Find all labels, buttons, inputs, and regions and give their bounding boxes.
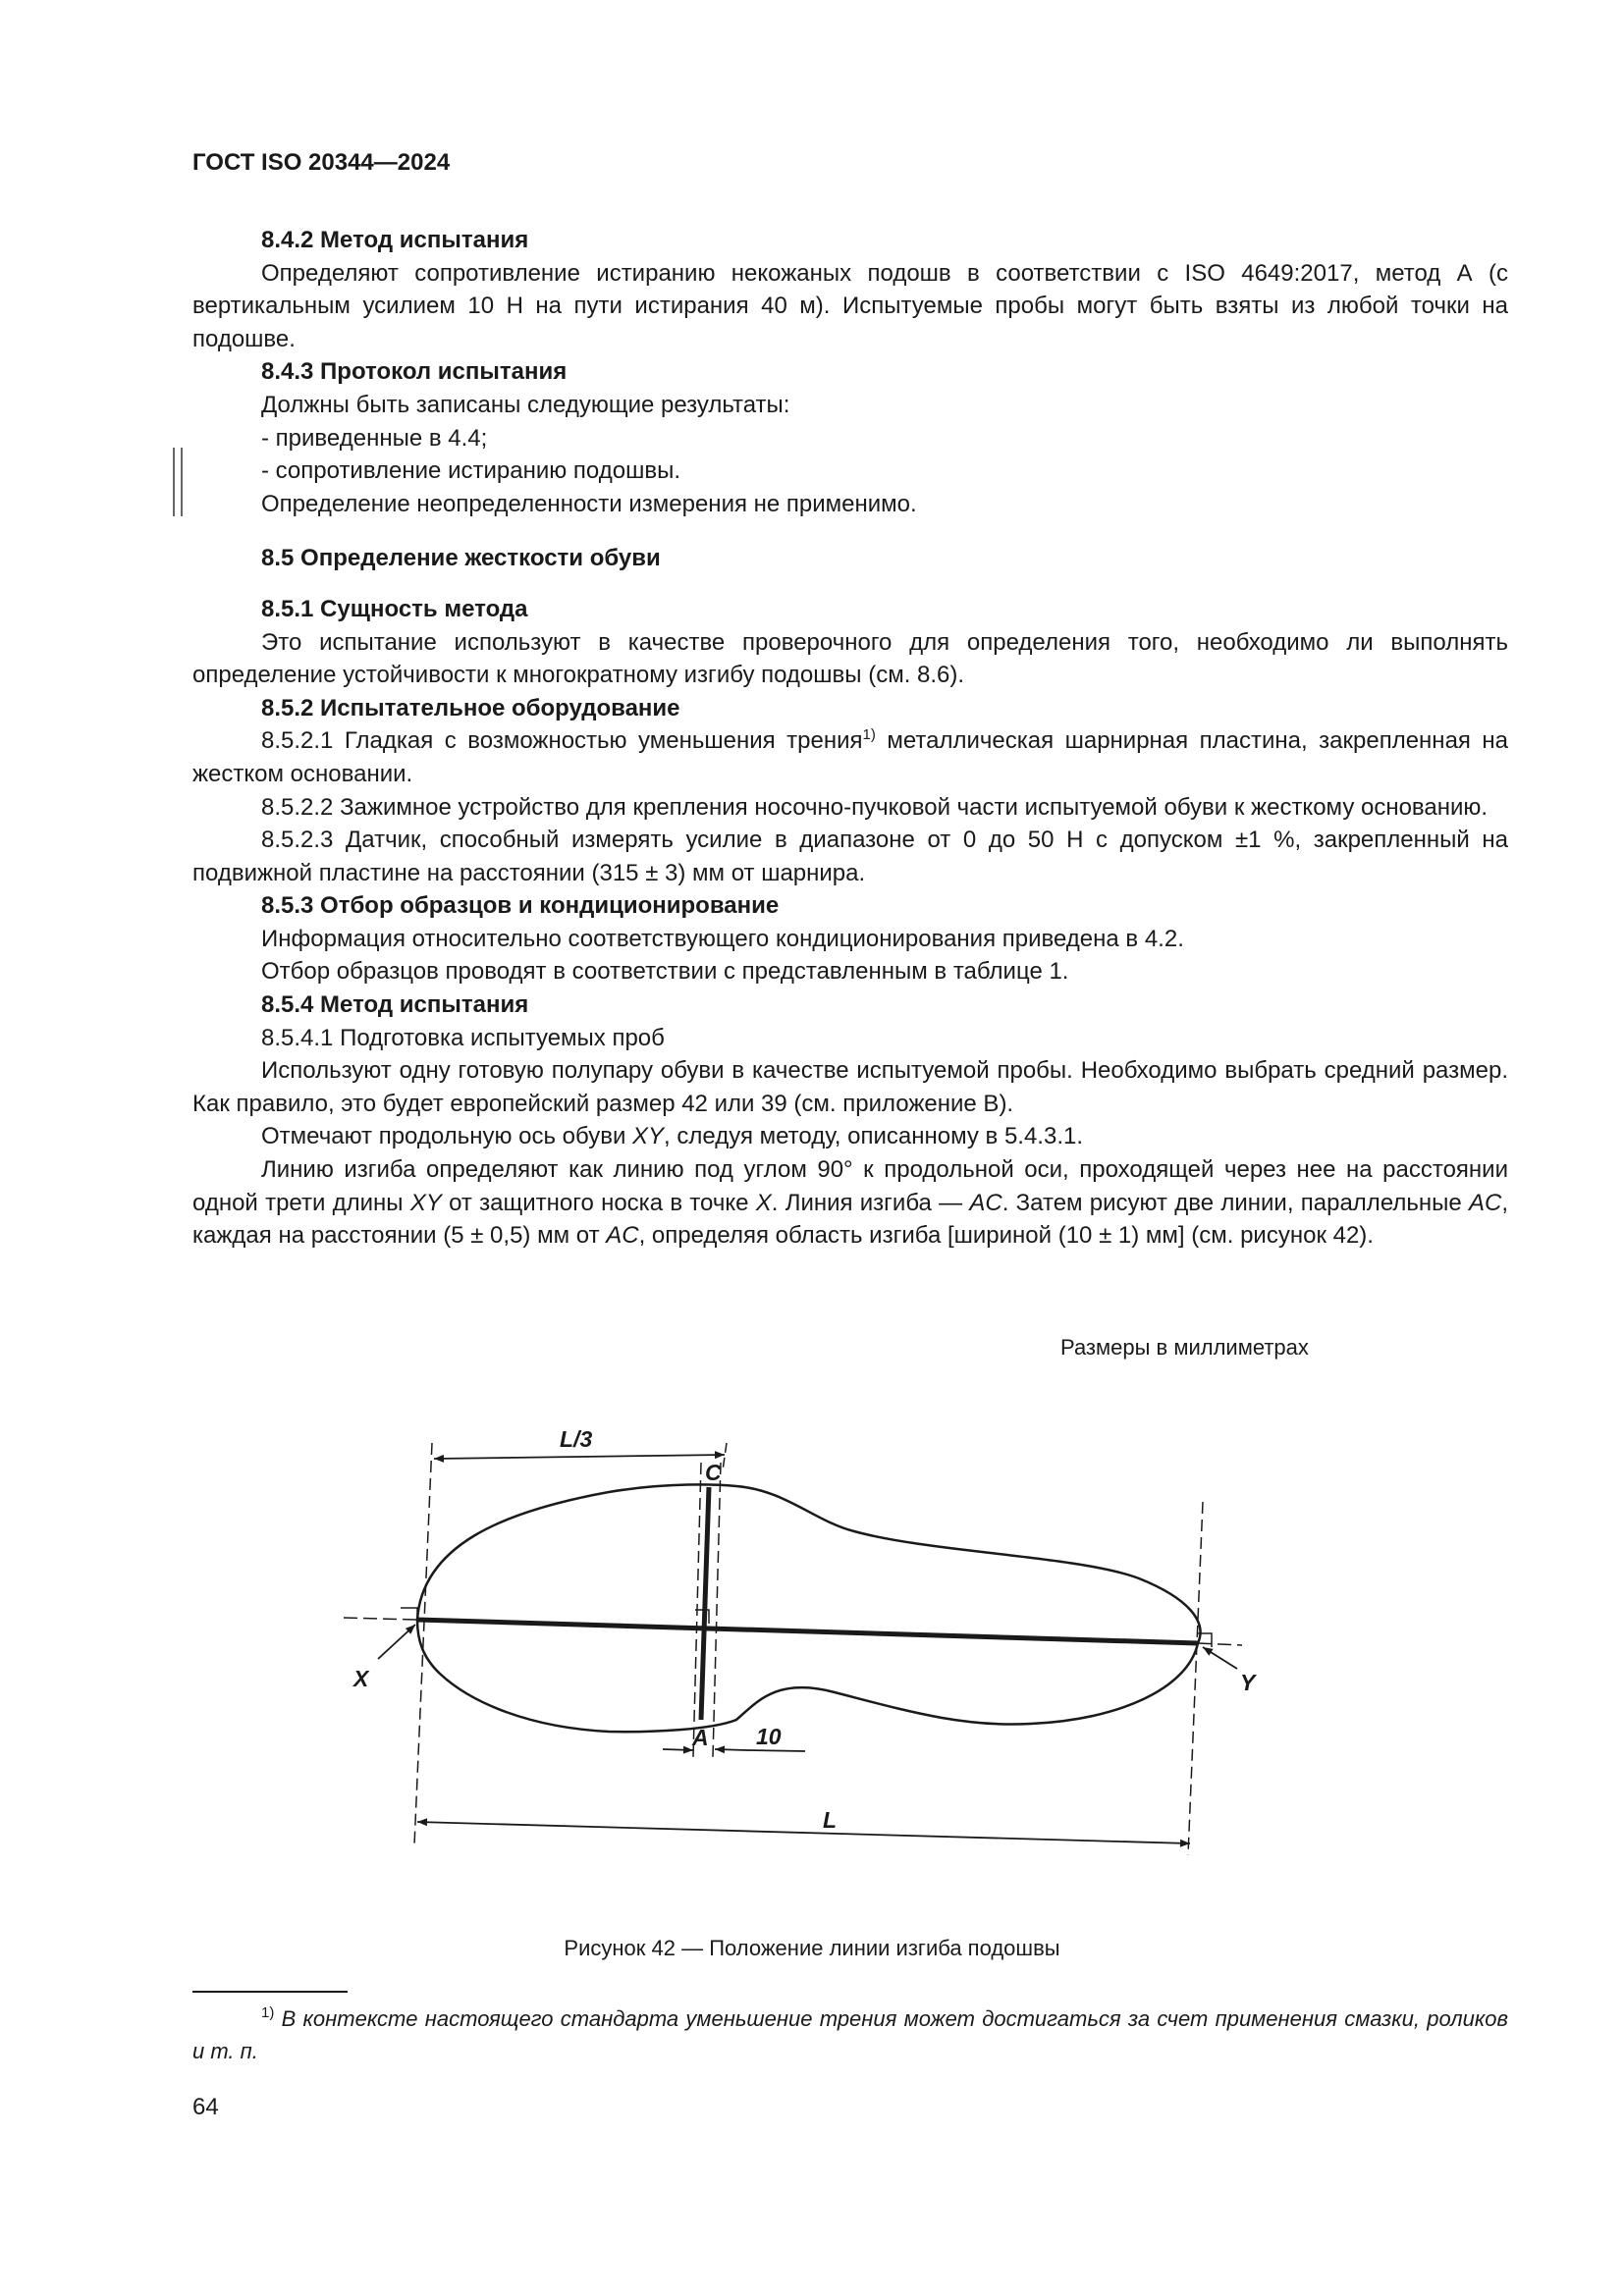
dimension-l	[417, 1822, 1190, 1843]
text-run: . Затем рисуют две линии, параллельные	[1001, 1189, 1469, 1216]
bend-line-ac	[701, 1487, 709, 1720]
leader-y	[1203, 1647, 1237, 1669]
dimension-10-right-arrow	[715, 1749, 746, 1750]
section-8-5-3-title: 8.5.3 Отбор образцов и кондиционирование	[261, 892, 780, 920]
text-run: , каждая на расстоянии (5 ± 0,5) мм от	[192, 1189, 1508, 1250]
section-8-4-3-item: - приведенные в 4.4;	[261, 424, 488, 452]
axis-extension-left	[344, 1618, 417, 1620]
text-run: Отмечают продольную ось обуви	[261, 1123, 633, 1150]
text-run: от защитного носка в точке	[441, 1189, 756, 1216]
section-8-5-2-1-text	[192, 724, 1508, 790]
text-run: . Линия изгиба —	[771, 1189, 970, 1216]
text-run-italic: XY	[632, 1123, 665, 1150]
section-8-4-2-title: 8.4.2 Метод испытания	[261, 227, 529, 253]
section-8-5-2-3-text: 8.5.2.3 Датчик, способный измерять усилие в диапазоне от 0 до 50 Н с допуском ±1 %, закрепленный на подвижной пластине на расстоянии (315 ± 3) мм от шарнира.	[192, 827, 1508, 886]
axis-xy	[417, 1620, 1198, 1643]
axis-extension-right	[1198, 1643, 1242, 1645]
extension-line-x	[414, 1443, 432, 1845]
text-run: Линию изгиба определяют как линию под углом 90° к продольной оси, проходящей через нее на расстоянии одной трети длины	[192, 1156, 1508, 1216]
text-run-italic: AC	[606, 1222, 639, 1250]
label-10: 10	[756, 1724, 782, 1749]
sole-outline	[417, 1484, 1201, 1732]
section-8-4-3-line: Должны быть записаны следующие результаты:	[261, 391, 790, 418]
figure-caption: Рисунок 42 — Положение линии изгиба подошвы	[564, 1936, 1060, 1960]
section-8-4-3-title: 8.4.3 Протокол испытания	[261, 358, 568, 386]
footnote-separator	[192, 1991, 348, 1993]
figure-units-note: Размеры в миллиметрах	[1060, 1335, 1309, 1360]
section-8-4-2-text: Определяют сопротивление истиранию некожаных подошв в соответствии с ISO 4649:2017, метод А (с вертикальным усилием 10 Н на пути истирания 40 м). Испытуемые пробы могут быть взяты из любой точки на подошве.	[192, 259, 1508, 352]
section-8-5-4-1-para	[192, 1120, 1508, 1153]
label-y: Y	[1240, 1670, 1256, 1695]
change-bar	[173, 448, 183, 516]
text-run: 8.5.2.1 Гладкая с возможностью уменьшения трения	[261, 727, 863, 755]
section-8-4-3-item: - сопротивление истиранию подошвы.	[261, 457, 680, 485]
section-8-5-1-text: Это испытание используют в качестве проверочного для определения того, необходимо ли выполнять определение устойчивости к многократному изгибу подошвы (см. 8.6).	[192, 628, 1508, 689]
main-text	[192, 224, 1508, 1253]
text-run-italic: X	[755, 1189, 772, 1216]
section-8-4-3-line: Определение неопределенности измерения не применимо.	[261, 490, 917, 517]
dimension-10-leader	[746, 1750, 805, 1751]
extension-line-l3	[723, 1443, 727, 1470]
text-run: , определяя область изгиба [шириной (10 ± 1) мм] (см. рисунок 42).	[638, 1222, 1374, 1250]
section-8-5-1-title: 8.5.1 Сущность метода	[261, 595, 528, 622]
section-8-5-3-line: Отбор образцов проводят в соответствии с представленным в таблице 1.	[261, 958, 1069, 986]
extension-line-y	[1188, 1502, 1203, 1855]
label-x: X	[353, 1666, 369, 1691]
footnote-marker: 1)	[261, 2004, 275, 2021]
dimension-l3	[434, 1455, 725, 1459]
text-run-italic: AC	[969, 1189, 1002, 1216]
footnote-ref: 1)	[862, 726, 876, 744]
footnote-text: В контексте настоящего стандарта уменьшение трения может достигаться за счет применения смазки, роликов и т. п.	[192, 2006, 1508, 2063]
label-c: C	[705, 1460, 722, 1485]
text-run: , следуя методу, описанному в 5.4.3.1.	[664, 1123, 1084, 1150]
section-8-5-4-title: 8.5.4 Метод испытания	[261, 991, 529, 1019]
text-run: металлическая шарнирная пластина, закрепленная на жестком основании.	[192, 727, 1509, 787]
label-l3: L/3	[560, 1426, 593, 1452]
label-a: A	[692, 1725, 709, 1750]
section-8-5-4-1-para: Используют одну готовую полупару обуви в качестве испытуемой пробы. Необходимо выбрать средний размер. Как правило, это будет европейский размер 42 или 39 (см. приложение В).	[192, 1057, 1508, 1117]
section-8-5-4-1-para	[192, 1153, 1508, 1253]
label-l: L	[823, 1807, 838, 1833]
page-number: 64	[192, 2094, 219, 2120]
section-8-5-2-title: 8.5.2 Испытательное оборудование	[261, 694, 680, 721]
section-8-5-3-line: Информация относительно соответствующего кондиционирования приведена в 4.2.	[261, 925, 1184, 952]
text-run-italic: XY	[409, 1189, 442, 1216]
section-8-5-title: 8.5 Определение жесткости обуви	[261, 545, 661, 572]
sole-bending-diagram	[324, 1364, 1384, 1924]
dimension-10-left-arrow	[663, 1749, 693, 1750]
section-8-5-2-2-text: 8.5.2.2 Зажимное устройство для крепления носочно-пучковой части испытуемой обуви к жесткому основанию.	[261, 793, 1489, 821]
footnote	[192, 2002, 1508, 2067]
document-header: ГОСТ ISO 20344—2024	[192, 149, 451, 176]
leader-x	[378, 1625, 415, 1659]
section-8-5-4-1-title: 8.5.4.1 Подготовка испытуемых проб	[261, 1024, 665, 1051]
bend-zone-line-right	[713, 1463, 721, 1757]
text-run-italic: AC	[1468, 1189, 1502, 1216]
